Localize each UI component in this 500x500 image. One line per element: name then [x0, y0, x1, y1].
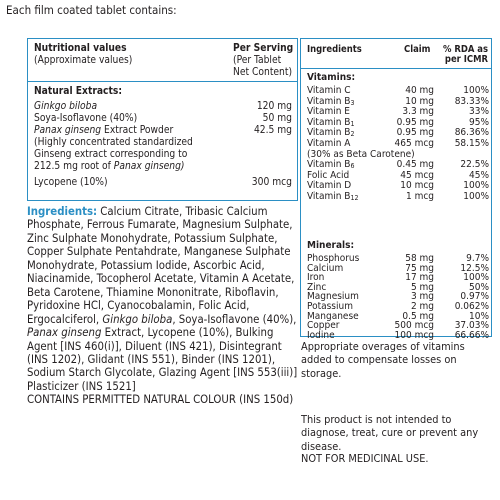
nutrition-row — [34, 177, 292, 189]
nutrient-name: Copper — [307, 320, 340, 332]
nutrient-claim: 0.5 mg — [402, 310, 434, 322]
nutrition-item-name-italic: Panax ginseng — [34, 125, 102, 136]
nutrient-rda: 9.7% — [466, 253, 489, 264]
nutrient-claim: 0.95 mg — [396, 127, 434, 139]
nutrition-item-name: 212.5 mg root of — [34, 161, 114, 172]
nutrient-name: Potassium — [307, 301, 353, 312]
nutrient-name: Phosphorus — [307, 253, 360, 264]
nutrition-row — [34, 113, 292, 125]
ingredients-text: Extract, Lycopene (10%), Bulking Agent [INS 460(i)], Diluent (INS 421), Disintegrant (INS 1202), Glidant (INS 551), Binder (INS 1201), Sodium Starch Glycolate, Glazing Agent [INS 553(iii)] Plasticizer (INS 1521] — [27, 326, 298, 393]
nutrient-name: Vitamin E — [307, 106, 350, 118]
vitamins-title: Vitamins: — [307, 72, 356, 83]
nutrition-item-name: Ginseng extract corresponding to — [34, 149, 188, 160]
nutrient-name: Folic Acid — [307, 169, 350, 181]
nutrient-claim: 0.45 mg — [396, 159, 434, 171]
nutrient-claim: 5 mg — [410, 281, 434, 293]
page-heading: Each film coated tablet contains: — [6, 3, 177, 17]
table-header-claim: Claim — [404, 44, 431, 55]
nutrient-name: Vitamin B1 — [307, 116, 355, 128]
nutrient-name: Vitamin A — [307, 138, 351, 149]
ingredients-italic: Ginkgo biloba — [102, 312, 173, 326]
nutrition-item-value: 42.5 mg — [253, 125, 292, 136]
nutrient-name: Zinc — [307, 281, 327, 293]
nutrient-name: Vitamin B12 — [307, 191, 359, 202]
not-medicinal: NOT FOR MEDICINAL USE. — [301, 452, 429, 465]
nutrient-rda: 12.5% — [460, 262, 489, 274]
nutrient-name: Magnesium — [307, 291, 359, 303]
table-header-divider — [301, 68, 491, 69]
nutrition-item-name: Extract Powder — [101, 125, 174, 136]
nutrient-claim: 17 mg — [405, 272, 434, 284]
nutrient-claim: 75 mg — [405, 262, 434, 274]
nutrition-item-value: 50 mg — [262, 113, 292, 124]
nutrient-rda: 100% — [463, 85, 489, 96]
nutrition-item-value: 120 mg — [256, 101, 292, 112]
nutrient-claim: 3.3 mg — [402, 106, 434, 118]
nutrient-rda: 100% — [463, 180, 489, 192]
nutrition-section-title: Natural Extracts: — [34, 86, 122, 97]
nutrient-name: Vitamin B6 — [307, 159, 355, 171]
table-header-rda: per ICMR — [444, 54, 488, 65]
nutrient-rda: 37.03% — [454, 320, 489, 332]
table-header-rda: % RDA as — [442, 44, 488, 55]
colour-note: CONTAINS PERMITTED NATURAL COLOUR (INS 150d) — [27, 393, 294, 407]
nutrient-name: Calcium — [307, 262, 344, 274]
rda-table — [300, 38, 492, 341]
nutrient-claim: 3 mg — [410, 291, 434, 303]
nutrition-row — [34, 137, 193, 149]
nutrition-item-name-italic: Panax ginseng) — [113, 161, 185, 172]
nutrient-rda: 100% — [463, 272, 489, 284]
nutrition-header-serving-note: Net Content) — [233, 67, 293, 78]
nutrition-header-serving: Per Serving — [233, 43, 294, 54]
nutrient-claim: 10 mg — [405, 95, 434, 107]
disclaimer: This product is not intended to diagnose, treat, cure or prevent any disease. — [301, 413, 479, 453]
nutrition-item-value: 300 mcg — [251, 177, 292, 188]
nutrition-item-name: Ginkgo biloba — [34, 101, 98, 112]
nutrient-name: Vitamin B3 — [307, 95, 355, 107]
nutrition-header-divider — [28, 81, 297, 82]
nutrient-rda: 50% — [469, 281, 489, 293]
nutrition-row — [34, 125, 292, 137]
nutrient-claim: 40 mg — [405, 85, 434, 96]
nutrient-name: Iron — [307, 272, 325, 284]
nutrient-rda: 45% — [469, 169, 489, 181]
nutrient-name: Manganese — [307, 310, 359, 322]
nutrient-rda: 83.33% — [454, 95, 489, 107]
nutrition-row — [34, 101, 292, 113]
overage-note: Appropriate overages of vitamins added to compensate losses on storage. — [301, 340, 465, 380]
table-header-ingredients: Ingredients — [307, 44, 362, 55]
nutrient-name: Vitamin B2 — [307, 127, 355, 139]
nutrient-name: Vitamin D — [307, 180, 352, 192]
nutrition-header-note: (Approximate values) — [34, 55, 133, 66]
nutrition-header-label: Nutritional values — [34, 43, 127, 54]
nutrient-rda: 0.97% — [460, 291, 489, 303]
ingredients-text: , Soya-Isoflavone (40%), — [172, 312, 297, 326]
nutrient-claim: 500 mcg — [394, 320, 434, 332]
nutrition-header-serving-note: (Per Tablet — [233, 55, 282, 66]
ingredients-label: Ingredients: — [27, 205, 98, 218]
minerals-title: Minerals: — [307, 240, 355, 251]
nutrition-item-name: Soya-Isoflavone (40%) — [34, 113, 138, 124]
nutrient-rda: 58.15% — [454, 138, 489, 149]
nutrient-rda: 0.062% — [454, 301, 489, 312]
nutrient-name: Iodine — [307, 329, 335, 341]
nutrient-name: Vitamin C — [307, 85, 351, 96]
nutrition-item-name: Lycopene (10%) — [34, 177, 108, 188]
nutrient-claim: 58 mg — [405, 253, 434, 264]
nutrient-rda: 33% — [469, 106, 489, 118]
nutrient-claim: 0.95 mg — [396, 116, 434, 128]
nutrient-rda: 100% — [463, 191, 489, 202]
nutrient-name: (30% as Beta Carotene) — [307, 148, 415, 160]
nutrient-claim: 465 mcg — [394, 138, 434, 149]
nutrient-claim: 100 mcg — [394, 329, 434, 341]
nutrition-item-name: (Highly concentrated standardized — [34, 137, 193, 148]
ingredients-italic: Panax ginseng — [27, 326, 102, 340]
nutritional-values-box — [27, 38, 298, 201]
nutrient-rda: 22.5% — [460, 159, 489, 171]
nutrition-row — [34, 161, 185, 173]
nutrient-rda: 86.36% — [454, 127, 489, 139]
nutrient-claim: 1 mcg — [405, 191, 434, 202]
nutrition-row — [34, 149, 187, 161]
nutrient-rda: 10% — [469, 310, 489, 322]
nutrient-rda: 95% — [469, 116, 489, 128]
nutrient-rda: 66.66% — [454, 329, 489, 341]
nutrient-claim: 10 mcg — [400, 180, 434, 192]
nutrient-claim: 45 mcg — [400, 169, 434, 181]
nutrient-claim: 2 mg — [410, 301, 434, 312]
ingredients-paragraph — [27, 205, 299, 407]
ingredients-text: Calcium Citrate, Tribasic Calcium Phosphate, Ferrous Fumarate, Magnesium Sulphate, Zinc Sulphate Monohydrate, Potassium Sulphate, Copper Sulphate Pentahdrate, Manganese Sulphate Monohydrate, Potassium Iodide, Ascorbic Acid, Niacinamide, Tocopherol Acetate, Vitamin A Acetate, Beta Carotene, Thiamine Mononitrate, Riboflavin, Pyridoxine HCl, Cyanocobalamin, Folic Acid, Ergocalciferol, — [27, 205, 295, 326]
